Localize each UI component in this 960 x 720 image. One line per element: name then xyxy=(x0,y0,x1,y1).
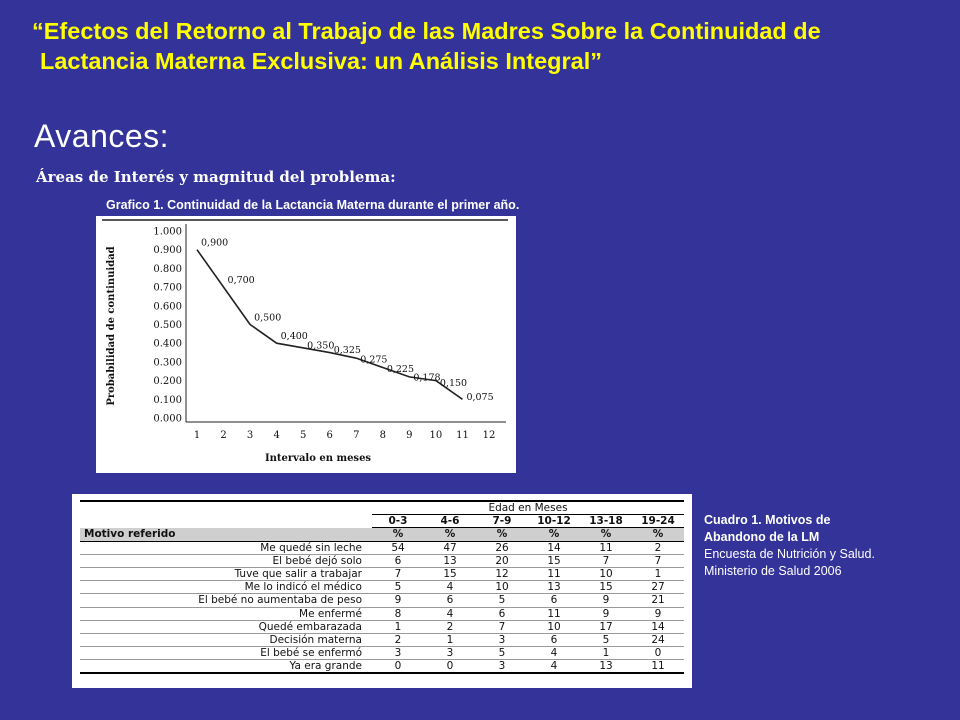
age-ranges-row xyxy=(80,515,684,528)
continuity-chart xyxy=(96,216,516,473)
value-cell: 6 xyxy=(424,594,476,607)
value-cell: 10 xyxy=(580,567,632,580)
table-row xyxy=(80,554,684,567)
x-tick-label: 12 xyxy=(482,430,496,441)
y-tick-label: 0.900 xyxy=(153,245,182,257)
value-cell: 7 xyxy=(476,620,528,633)
pct-header: % xyxy=(528,528,580,541)
value-cell: 5 xyxy=(476,647,528,660)
y-tick-label: 0.500 xyxy=(153,320,182,331)
table-row xyxy=(80,660,684,674)
value-cell: 11 xyxy=(580,541,632,554)
column-header-row xyxy=(80,528,684,541)
table-caption-source-2: Ministerio de Salud 2006 xyxy=(704,564,842,578)
x-tick-label: 7 xyxy=(353,430,360,441)
value-cell: 2 xyxy=(632,541,684,554)
value-cell: 15 xyxy=(424,567,476,580)
value-cell: 9 xyxy=(580,607,632,620)
motivo-cell: Me lo indicó el médico xyxy=(80,581,372,594)
motivo-cell: Ya era grande xyxy=(80,660,372,674)
y-tick-label: 0.300 xyxy=(153,357,182,369)
age-range: 10-12 xyxy=(528,515,580,528)
value-cell: 9 xyxy=(580,594,632,607)
section-heading: Avances: xyxy=(34,118,170,154)
y-axis-title: Probabilidad de continuidad xyxy=(106,246,117,406)
value-cell: 3 xyxy=(424,647,476,660)
value-cell: 1 xyxy=(424,633,476,646)
pct-header: % xyxy=(476,528,528,541)
value-cell: 6 xyxy=(476,607,528,620)
value-cell: 4 xyxy=(424,607,476,620)
table-row xyxy=(80,567,684,580)
value-cell: 0 xyxy=(632,647,684,660)
value-cell: 21 xyxy=(632,594,684,607)
value-cell: 20 xyxy=(476,554,528,567)
section-subheading: Áreas de Interés y magnitud del problema: xyxy=(36,168,396,186)
y-tick-label: 0.400 xyxy=(153,338,182,350)
motivos-table-image xyxy=(72,494,692,688)
data-label: 0,400 xyxy=(280,331,308,343)
value-cell: 10 xyxy=(528,620,580,633)
data-label: 0,325 xyxy=(333,345,361,357)
age-range: 13-18 xyxy=(580,515,632,528)
value-cell: 5 xyxy=(476,594,528,607)
value-cell: 17 xyxy=(580,620,632,633)
y-tick-label: 0.600 xyxy=(153,301,182,313)
data-label: 0,225 xyxy=(386,363,415,375)
value-cell: 11 xyxy=(632,660,684,674)
y-tick-label: 0.100 xyxy=(153,394,182,406)
value-cell: 5 xyxy=(580,633,632,646)
chart-caption: Grafico 1. Continuidad de la Lactancia Materna durante el primer año. xyxy=(106,198,520,212)
data-label: 0,178 xyxy=(413,372,441,384)
value-cell: 7 xyxy=(632,554,684,567)
value-cell: 8 xyxy=(372,607,424,620)
x-tick-label: 10 xyxy=(429,430,443,441)
table-row xyxy=(80,581,684,594)
table-row xyxy=(80,633,684,646)
value-cell: 15 xyxy=(528,554,580,567)
data-label: 0,500 xyxy=(254,312,282,324)
value-cell: 1 xyxy=(580,647,632,660)
y-tick-label: 0.000 xyxy=(153,413,182,425)
age-group-header: Edad en Meses xyxy=(372,501,684,515)
value-cell: 26 xyxy=(476,541,528,554)
pct-header: % xyxy=(580,528,632,541)
data-label: 0,275 xyxy=(360,354,388,366)
x-tick-label: 2 xyxy=(220,430,227,441)
value-cell: 5 xyxy=(372,581,424,594)
motivo-cell: El bebé dejó solo xyxy=(80,554,372,567)
pct-header: % xyxy=(372,528,424,541)
table-row xyxy=(80,620,684,633)
value-cell: 9 xyxy=(632,607,684,620)
value-cell: 13 xyxy=(424,554,476,567)
value-cell: 2 xyxy=(372,633,424,646)
table-row xyxy=(80,647,684,660)
data-label: 0,900 xyxy=(201,237,229,249)
slide-title xyxy=(32,16,942,76)
blank-cell xyxy=(80,515,372,528)
y-tick-label: 0.200 xyxy=(153,376,182,388)
value-cell: 6 xyxy=(372,554,424,567)
table-row xyxy=(80,607,684,620)
value-cell: 12 xyxy=(476,567,528,580)
value-cell: 1 xyxy=(632,567,684,580)
x-tick-label: 9 xyxy=(406,430,413,441)
value-cell: 11 xyxy=(528,607,580,620)
x-tick-label: 6 xyxy=(326,430,333,441)
age-range: 7-9 xyxy=(476,515,528,528)
value-cell: 2 xyxy=(424,620,476,633)
value-cell: 0 xyxy=(424,660,476,674)
age-range: 19-24 xyxy=(632,515,684,528)
table-row xyxy=(80,594,684,607)
y-tick-label: 0.700 xyxy=(153,282,182,294)
table-row xyxy=(80,541,684,554)
title-line-2: Lactancia Materna Exclusiva: un Análisis Integral” xyxy=(40,48,603,74)
value-cell: 54 xyxy=(372,541,424,554)
title-line-1: “Efectos del Retorno al Trabajo de las Madres Sobre la Continuidad de xyxy=(32,18,821,44)
pct-header: % xyxy=(632,528,684,541)
value-cell: 24 xyxy=(632,633,684,646)
x-tick-label: 4 xyxy=(273,430,280,441)
y-tick-label: 0.800 xyxy=(153,263,182,275)
value-cell: 13 xyxy=(528,581,580,594)
value-cell: 6 xyxy=(528,633,580,646)
pct-header: % xyxy=(424,528,476,541)
value-cell: 47 xyxy=(424,541,476,554)
table-caption-title-2: Abandono de la LM xyxy=(704,530,820,544)
motivo-cell: El bebé no aumentaba de peso xyxy=(80,594,372,607)
chart-svg xyxy=(96,216,516,473)
value-cell: 13 xyxy=(580,660,632,674)
motivo-cell: Decisión materna xyxy=(80,633,372,646)
value-cell: 15 xyxy=(580,581,632,594)
value-cell: 0 xyxy=(372,660,424,674)
value-cell: 4 xyxy=(528,660,580,674)
age-range: 0-3 xyxy=(372,515,424,528)
motivo-cell: Tuve que salir a trabajar xyxy=(80,567,372,580)
value-cell: 27 xyxy=(632,581,684,594)
value-cell: 4 xyxy=(528,647,580,660)
table-caption xyxy=(704,512,954,580)
value-cell: 7 xyxy=(372,567,424,580)
table-caption-title-1: Cuadro 1. Motivos de xyxy=(704,513,831,527)
motivo-cell: Me enfermé xyxy=(80,607,372,620)
motivo-cell: Quedé embarazada xyxy=(80,620,372,633)
data-label: 0,700 xyxy=(227,275,255,287)
value-cell: 3 xyxy=(476,660,528,674)
value-cell: 11 xyxy=(528,567,580,580)
table-caption-source-1: Encuesta de Nutrición y Salud. xyxy=(704,547,875,561)
motivo-cell: Me quedé sin leche xyxy=(80,541,372,554)
data-label: 0,350 xyxy=(307,340,335,352)
data-label: 0,150 xyxy=(439,377,468,389)
motivo-header: Motivo referido xyxy=(80,528,372,541)
x-tick-label: 11 xyxy=(456,430,469,441)
value-cell: 14 xyxy=(528,541,580,554)
value-cell: 6 xyxy=(528,594,580,607)
motivos-table xyxy=(80,500,684,674)
corner-cell xyxy=(80,501,372,515)
x-tick-label: 8 xyxy=(379,430,387,441)
data-label: 0,075 xyxy=(466,391,494,403)
y-tick-label: 1.000 xyxy=(153,226,182,238)
value-cell: 4 xyxy=(424,581,476,594)
value-cell: 7 xyxy=(580,554,632,567)
value-cell: 9 xyxy=(372,594,424,607)
value-cell: 3 xyxy=(476,633,528,646)
x-tick-label: 3 xyxy=(246,430,254,441)
value-cell: 1 xyxy=(372,620,424,633)
x-tick-label: 5 xyxy=(299,430,307,441)
age-group-header-row xyxy=(80,501,684,515)
value-cell: 3 xyxy=(372,647,424,660)
motivo-cell: El bebé se enfermó xyxy=(80,647,372,660)
x-axis-title: Intervalo en meses xyxy=(264,453,372,464)
value-cell: 10 xyxy=(476,581,528,594)
value-cell: 14 xyxy=(632,620,684,633)
age-range: 4-6 xyxy=(424,515,476,528)
x-tick-label: 1 xyxy=(193,430,201,441)
